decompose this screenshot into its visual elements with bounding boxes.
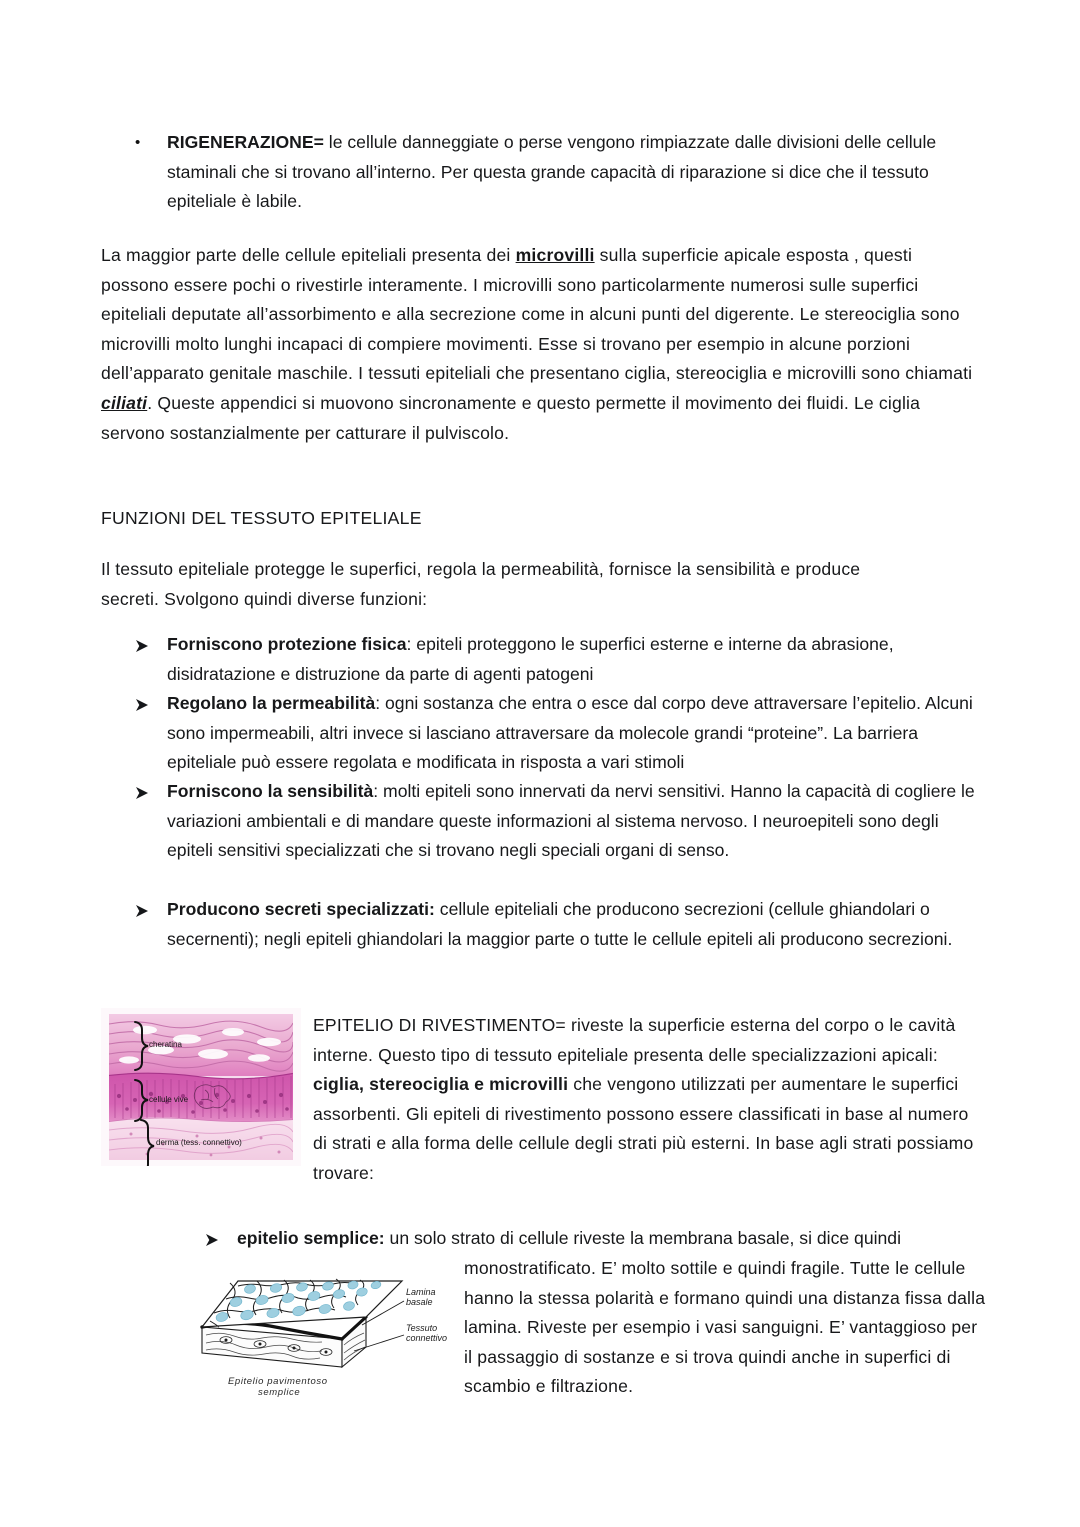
diagram-caption-line2: semplice [258,1387,301,1398]
diagram-label-tessuto-connettivo-line2: connettivo [406,1333,448,1343]
paragraph-microvilli-part1: La maggior parte delle cellule epiteliali presenta dei [101,245,516,265]
list-item-body: : epiteli proteggono le superfici esterne e interne da abrasione, disidratazione e distruzione da parte di agenti patogeni [167,634,894,684]
paragraph-microvilli-part3: . Queste appendici si muovono sincronamente e questo permette il movimento dei fluidi. Le ciglia servono sostanzialmente per catturare il pulviscolo. [101,392,921,443]
list-item-lead: Forniscono protezione fisica [167,634,407,654]
paragraph-rivestimento-part2: che vengono utilizzati per aumentare le superfici assorbenti. Gli epiteli di rivestimento possono essere classificati in base al numero di strati e alla forma delle cellule degli strati più esterni. In base agli strati possiamo trovare: [313,1074,974,1183]
list-item-text [167,895,980,954]
list-item-text [237,1224,901,1254]
paragraph-funzioni-intro: Il tessuto epiteliale protegge le superfici, regola la permeabilità, fornisce la sensibilità e produce secreti. Svolgono quindi diverse funzioni: [101,559,861,609]
simple-squamous-epithelium-diagram [190,1255,448,1403]
paragraph-epitelio-semplice-continuation: monostratificato. E’ molto sottile e quindi fragile. Tutte le cellule hanno la stessa polarità e formano quindi una distanza fissa dalla lamina. Riveste per esempio i vasi sanguigni. E’ vantaggioso per il passaggio di sostanze e si trova quindi anche in superfici di scambio e filtrazione. [464,1258,986,1397]
bullet-disc-marker: • [135,134,141,151]
paragraph-rivestimento-part1: EPITELIO DI RIVESTIMENTO= riveste la superficie esterna del corpo o le cavità interne. Questo tipo di tessuto epiteliale presenta delle specializzazioni apicali: [313,1015,956,1065]
list-item-lead: Forniscono la sensibilità [167,781,374,801]
section-heading-funzioni: FUNZIONI DEL TESSUTO EPITELIALE [101,508,422,528]
list-item-epitelio-semplice [205,1224,985,1254]
list-item-lead: RIGENERAZIONE= [167,132,324,152]
term-microvilli: microvilli [515,245,595,265]
list-item-body-first-line: un solo strato di cellule riveste la membrana basale, si dice quindi [384,1228,901,1248]
list-item-body: : molti epiteli sono innervati da nervi sensitivi. Hanno la capacità di cogliere le variazioni ambientali e di mandare queste informazioni al sistema nervoso. I neuroepiteli sono degli epiteli sensitivi specializzati che si trovano negli speciali organi di senso. [167,781,975,861]
list-item-lead: Regolano la permeabilità [167,693,376,713]
list-item-text [167,689,980,778]
paragraph-microvilli-part2: sulla superficie apicale esposta , questi possono essere pochi o rivestirle interamente. I microvilli sono particolarmente numerosi sulle superfici epiteliali deputate all’assorbimento e alla secrezione come in alcuni punti del digerente. Le stereociglia sono microvilli molto lunghi incapaci di compiere movimenti. Esse si trovano per esempio in alcune porzioni dell’apparato genitale maschile. I tessuti epiteliali che presentano ciglia, stereociglia e microvilli sono chiamati [101,245,973,384]
histology-label-cellule-vive: cellule vive [149,1095,189,1104]
list-item-producono-secreti [135,895,980,954]
list-item-text [167,128,980,217]
diagram-caption-line1: Epitelio pavimentoso [228,1376,328,1387]
list-item-text [167,777,980,866]
term-ciliati: ciliati [101,392,148,413]
list-item-lead: epitelio semplice: [237,1228,385,1248]
list-item-protezione-fisica [135,630,980,689]
histology-label-derma: derma (tess. connettivo) [156,1138,242,1147]
list-item-text [167,630,980,689]
list-item-body: le cellule danneggiate o perse vengono rimpiazzate dalle divisioni delle cellule staminali che si trovano all’interno. Per questa grande capacità di riparazione si dice che il tessuto epiteliale è labile. [167,132,937,212]
list-item-forniscono-sensibilita [135,777,980,866]
list-item-body: : ogni sostanza che entra o esce dal corpo deve attraversare l’epitelio. Alcuni sono impermeabili, altri invece si lasciano attraversare da molecole grandi “proteine”. La barriera epiteliale può essere regolata e modificata in risposta a vari stimoli [167,693,973,773]
diagram-label-lamina-basale-line1: Lamina [406,1287,436,1297]
list-item-body: cellule epiteliali che producono secrezioni (cellule ghiandolari o secernenti); negli epiteli ghiandolari la maggior parte o tutte le cellule epiteli ali producono secrezioni. [167,899,953,949]
term-specializzazioni-apicali: ciglia, stereociglia e microvilli [313,1074,569,1095]
list-item-lead: Producono secreti specializzati: [167,899,435,919]
list-item-rigenerazione [135,128,980,217]
histology-label-cheratina: cheratina [149,1040,182,1049]
diagram-label-tessuto-connettivo-line1: Tessuto [406,1323,438,1333]
paragraph-epitelio-rivestimento [313,1011,985,1189]
skin-histology-micrograph [101,1008,301,1166]
list-item-regolano-permeabilita [135,689,980,778]
diagram-label-lamina-basale-line2: basale [406,1297,433,1307]
paragraph-microvilli [101,241,982,448]
